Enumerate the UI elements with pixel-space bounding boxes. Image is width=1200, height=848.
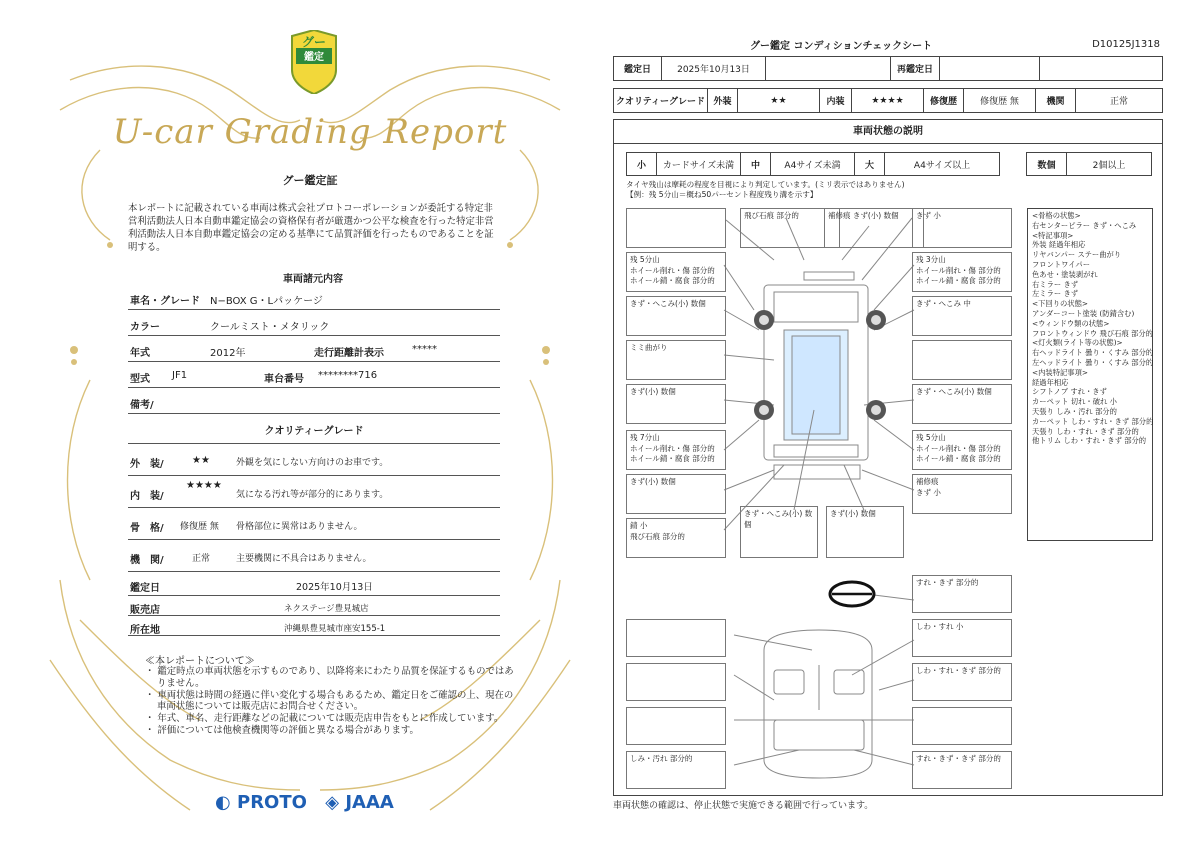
- interior-desc: 気になる汚れ等が部分的にあります。: [236, 490, 389, 500]
- svg-text:グー: グー: [301, 35, 327, 49]
- certificate-title: グー鑑定証: [282, 174, 338, 187]
- tire-box-front-right: 残 3分山 ホイール削れ・傷 部分的 ホイール錆・腐食 部分的: [912, 252, 1012, 292]
- engine-value: 正常: [1109, 97, 1128, 107]
- side-note-line: 右センターピラー きず・へこみ: [1032, 220, 1137, 230]
- spec-title: 車両諸元内容: [283, 274, 343, 285]
- legend-small-desc: カードサイズ未満: [657, 153, 741, 175]
- chassis-label: 車台番号: [264, 374, 304, 385]
- int-value: ★★★★: [852, 89, 924, 112]
- condition-box: 飛び石痕 部分的: [740, 208, 840, 248]
- blank-cell: [1040, 57, 1162, 80]
- condition-box: きず・へこみ(小) 数個: [740, 506, 818, 558]
- jaaa-logo-icon: ◈: [325, 792, 340, 813]
- engine-value: 正常: [192, 554, 211, 564]
- side-note-line: 天張り しみ・汚れ 部分的: [1032, 406, 1117, 416]
- side-note-line: リヤバンパー ステー曲がり: [1032, 250, 1122, 260]
- remarks-label: 備考/: [130, 400, 154, 411]
- side-note-line: 天張り しわ・すれ・きず 部分的: [1032, 426, 1139, 436]
- blank-cell: [766, 57, 891, 80]
- legend-medium: 中: [741, 153, 771, 175]
- exterior-stars: ★★: [192, 455, 210, 466]
- side-note-line: <内装特記事項>: [1032, 367, 1089, 377]
- grade-label: クオリティーグレード: [614, 89, 708, 112]
- note-item: ・ 年式、車名、走行距離などの記載については販売店申告をもとに作成しています。: [145, 713, 504, 725]
- jaaa-logo: JAAA: [345, 792, 394, 813]
- count-legend: [1026, 152, 1152, 176]
- footer-note: 車両状態の確認は、停止状態で実施できる範囲で行っています。: [613, 801, 874, 811]
- redate-value: [940, 57, 1040, 80]
- exterior-desc: 外観を気にしない方向けのお車です。: [236, 458, 389, 468]
- side-note-line: フロントワイパー: [1032, 259, 1091, 269]
- goo-badge-icon: [288, 30, 340, 94]
- side-note-line: カーペット しわ・すれ・きず 部分的: [1032, 416, 1154, 426]
- frame-label: 骨 格/: [130, 523, 164, 534]
- repair-value: 修復歴 無: [964, 89, 1036, 112]
- count-label: 数個: [1027, 153, 1067, 175]
- ext-label: 外装: [708, 89, 738, 112]
- interior-box: [626, 619, 726, 657]
- tire-box-rear-left: 残 7分山 ホイール削れ・傷 部分的 ホイール錆・腐食 部分的: [626, 430, 726, 470]
- tire-box-front-left: 残 5分山 ホイール削れ・傷 部分的 ホイール錆・腐食 部分的: [626, 252, 726, 292]
- engine-label: 機 関/: [130, 555, 164, 566]
- condition-box: きず(小) 数個: [626, 384, 726, 424]
- address-value: 沖縄県豊見城市座安155-1: [284, 624, 386, 634]
- svg-text:鑑定: 鑑定: [304, 52, 324, 63]
- engine-desc: 主要機関に不具合はありません。: [236, 554, 372, 564]
- side-note-line: 左ヘッドライト 曇り・くすみ 部分的: [1032, 357, 1154, 367]
- int-label: 内装: [820, 89, 852, 112]
- name-label: 車名・グレード: [130, 296, 200, 307]
- count-value: 2個以上: [1092, 160, 1126, 171]
- grade-table: [613, 88, 1163, 113]
- proto-logo: PROTO: [237, 792, 307, 813]
- interior-box: [912, 707, 1012, 745]
- legend-large: 大: [855, 153, 885, 175]
- condition-box: 錆 小 飛び石痕 部分的: [626, 518, 726, 558]
- repair-label: 修復歴: [924, 89, 964, 112]
- section-title: 車両状態の説明: [614, 120, 1162, 144]
- color-value: クールミスト・メタリック: [210, 322, 330, 333]
- sheet-title: グー鑑定 コンディションチェックシート: [750, 41, 933, 52]
- side-note-line: 経過年相応: [1032, 377, 1069, 387]
- condition-section: [613, 119, 1163, 796]
- side-note-line: アンダーコート塗装 (防錆含む): [1032, 308, 1135, 318]
- condition-box: きず・へこみ(小) 数個: [912, 384, 1012, 424]
- side-note-line: 右ミラー きず: [1032, 279, 1079, 289]
- interior-box: しわ・すれ 小: [912, 619, 1012, 657]
- side-note-line: フロントウィンドウ 飛び石痕 部分的: [1032, 328, 1153, 338]
- interior-box: [626, 663, 726, 701]
- frame-value: 修復歴 無: [180, 522, 219, 532]
- interior-box: すれ・きず 部分的: [912, 575, 1012, 613]
- note-item: ・ 評価については他検査機関等の評価と異なる場合があります。: [145, 724, 419, 736]
- interior-stars: ★★★★: [186, 480, 222, 491]
- address-label: 所在地: [130, 625, 160, 636]
- chassis-value: ********716: [318, 370, 378, 381]
- condition-box: きず(小) 数個: [626, 474, 726, 514]
- year-value: 2012年: [210, 348, 246, 359]
- date-label: 鑑定日: [130, 583, 160, 594]
- interior-box: しみ・汚れ 部分的: [626, 751, 726, 789]
- notes-title: ≪本レポートについて≫: [145, 656, 255, 667]
- model-value: JF1: [172, 370, 188, 381]
- note-item: ・ 車両状態は時間の経過に伴い変化する場合もあるため、鑑定日をご確認の上、現在の車両状態については販売店にお問合せください。: [145, 689, 514, 713]
- notes-list: [145, 666, 515, 737]
- side-note-line: <下回りの状態>: [1032, 299, 1089, 309]
- legend-small: 小: [627, 153, 657, 175]
- date-value: 2025年10月13日: [296, 582, 373, 593]
- model-label: 型式: [130, 374, 150, 385]
- dealer-label: 販売店: [130, 605, 160, 616]
- side-note-line: 色あせ・塗装剥がれ: [1032, 269, 1098, 279]
- interior-box: すれ・きず・きず 部分的: [912, 751, 1012, 789]
- steering-wheel-icon: [830, 582, 874, 606]
- color-label: カラー: [130, 322, 160, 333]
- logo-bar: [215, 792, 394, 813]
- side-note-line: 外装 経過年相応: [1032, 240, 1086, 250]
- mileage-value: *****: [412, 344, 437, 355]
- date-value: 2025年10月13日: [662, 57, 766, 80]
- name-value: N−BOX G・Lパッケージ: [210, 296, 323, 307]
- ext-value: ★★: [738, 89, 820, 112]
- date-table: [613, 56, 1163, 81]
- year-label: 年式: [130, 348, 150, 359]
- side-note-line: シフトノブ すれ・きず: [1032, 387, 1107, 397]
- side-notes: [1027, 208, 1153, 541]
- tire-box-rear-right: 残 5分山 ホイール削れ・傷 部分的 ホイール錆・腐食 部分的: [912, 430, 1012, 470]
- frame-desc: 骨格部位に異常はありません。: [236, 522, 363, 532]
- condition-box: きず(小) 数個: [826, 506, 904, 558]
- note-item: ・ 鑑定時点の車両状態を示すものであり、以降将来にわたり品質を保証するものではありません。: [145, 666, 514, 689]
- date-label: 鑑定日: [614, 57, 662, 80]
- intro-text: 本レポートに記載されている車両は株式会社プロトコーポレーションが委託する特定非営利活動法人日本自動車鑑定協会の資格保有者が厳選かつ公平な検査を行った特定非営利活動法人日本自動車鑑定協会の定める基準にて品質評価を行ったものであることを証明する。: [128, 203, 494, 253]
- interior-label: 内 装/: [130, 491, 164, 502]
- interior-box: しわ・すれ・きず 部分的: [912, 663, 1012, 701]
- redate-label: 再鑑定日: [891, 57, 940, 80]
- condition-box: ミミ曲がり: [626, 340, 726, 380]
- condition-box: きず 小: [912, 208, 1012, 248]
- dealer-value: ネクステージ豊見城店: [284, 604, 369, 614]
- document-id: D10125J1318: [1092, 39, 1160, 50]
- side-note-line: 右ヘッドライト 曇り・くすみ 部分的: [1032, 348, 1154, 358]
- side-note-line: 左ミラー きず: [1032, 289, 1079, 299]
- script-title: U-car Grading Report: [112, 112, 508, 152]
- legend-note: タイヤ残山は摩耗の程度を目視により判定しています。(ミリ表示ではありません) 【例：残 5分山＝概ね50パーセント程度残り溝を示す】: [626, 180, 905, 199]
- side-note-line: <特記事項>: [1032, 230, 1074, 240]
- condition-box: きず・へこみ 中: [912, 296, 1012, 336]
- condition-sheet: [610, 30, 1165, 810]
- exterior-label: 外 装/: [130, 459, 164, 470]
- condition-box: きず・へこみ(小) 数個: [626, 296, 726, 336]
- side-note-line: <ウィンドウ類の状態>: [1032, 318, 1110, 328]
- condition-box: 補修痕 きず(小) 数個: [824, 208, 924, 248]
- side-note-line: カーペット 切れ・破れ 小: [1032, 397, 1117, 407]
- interior-box: [626, 707, 726, 745]
- side-note-line: 他トリム しわ・すれ・きず 部分的: [1032, 436, 1147, 446]
- grading-report: [30, 20, 590, 840]
- proto-logo-icon: ◐: [215, 792, 231, 813]
- condition-box: 補修痕 きず 小: [912, 474, 1012, 514]
- legend-medium-desc: A4サイズ未満: [771, 153, 855, 175]
- legend-large-desc: A4サイズ以上: [913, 160, 971, 171]
- engine-label: 機関: [1036, 89, 1076, 112]
- side-note-line: <灯火類(ライト等の状態)>: [1032, 338, 1123, 348]
- side-note-line: <骨格の状態>: [1032, 211, 1081, 220]
- quality-title: クオリティーグレード: [264, 426, 364, 437]
- condition-box: [626, 208, 726, 248]
- condition-box: [912, 340, 1012, 380]
- mileage-label: 走行距離計表示: [314, 348, 384, 359]
